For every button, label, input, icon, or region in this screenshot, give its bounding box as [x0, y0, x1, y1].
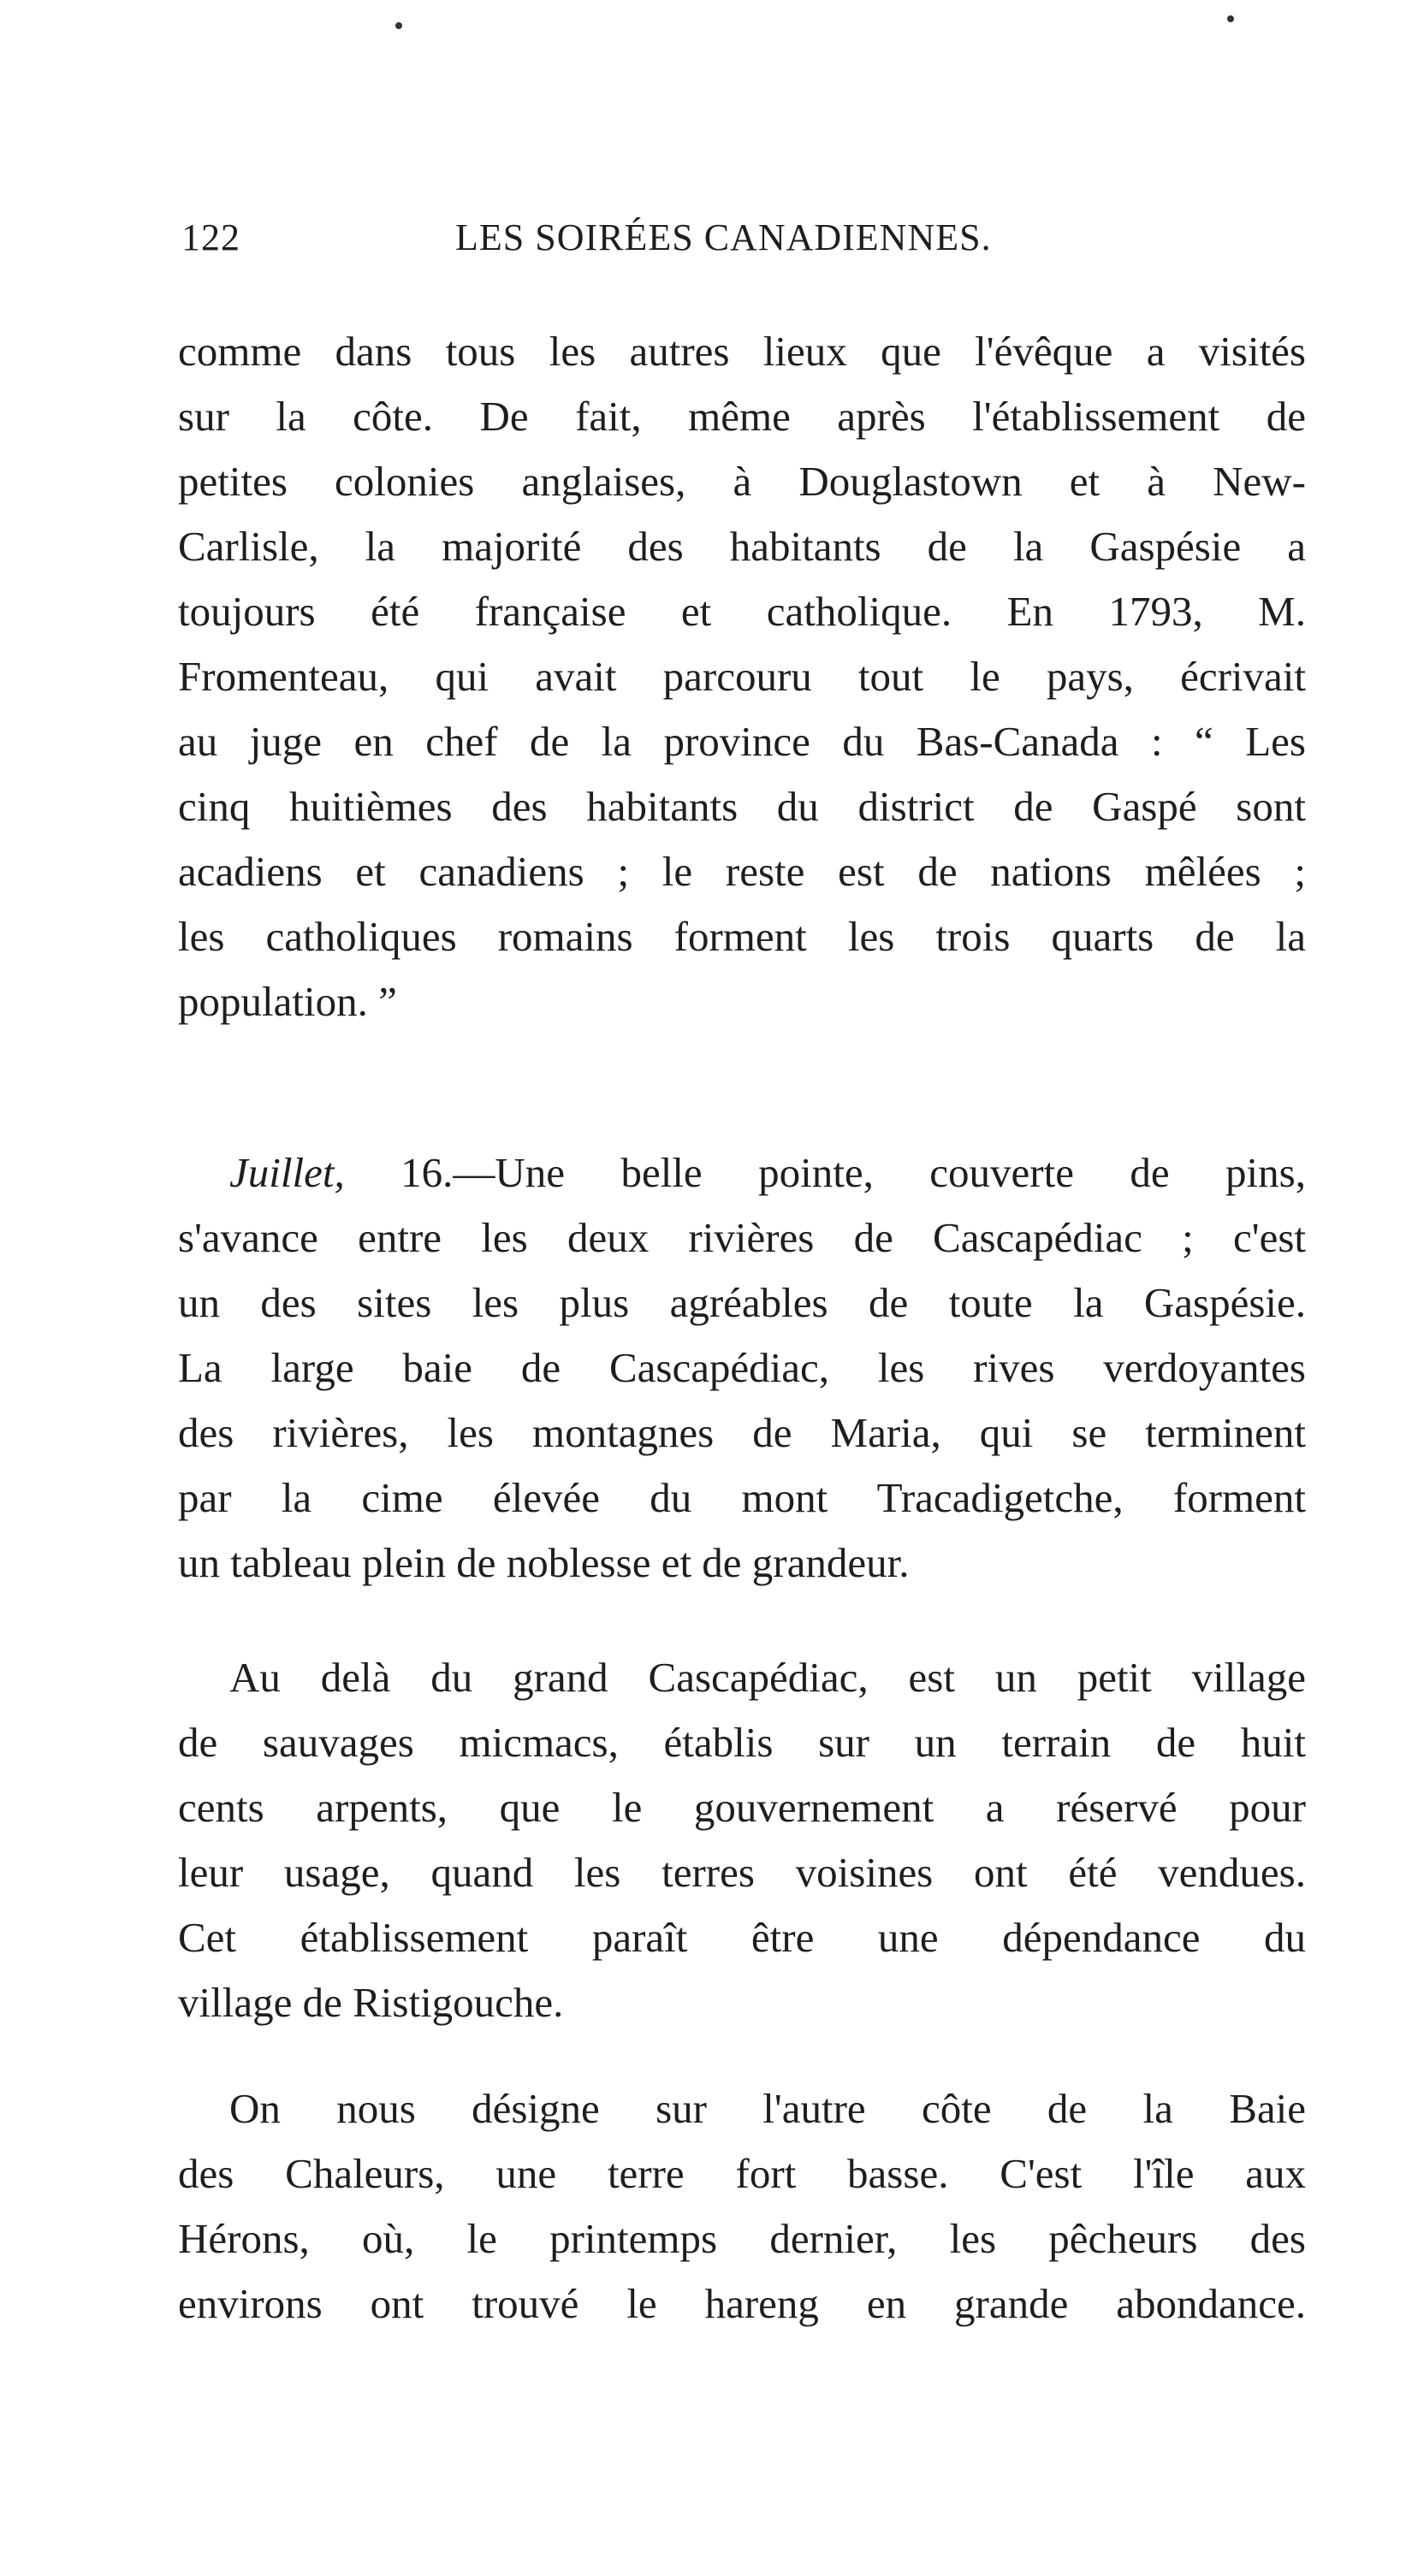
paragraph-3	[178, 1645, 1306, 2035]
text-line: On nous désigne sur l'autre côte de la Baie	[229, 2085, 1306, 2132]
text-line: Hérons, où, le printemps dernier, les pêcheurs des	[178, 2215, 1306, 2262]
paragraph-2	[178, 1140, 1306, 1596]
text-line: village de Ristigouche.	[178, 1979, 564, 2026]
text-line: des Chaleurs, une terre fort basse. C'est l'île aux	[178, 2150, 1306, 2197]
text-line: acadiens et canadiens ; le reste est de nations mêlées ;	[178, 848, 1306, 895]
text-line: Au delà du grand Cascapédiac, est un petit village	[229, 1654, 1306, 1701]
text-line: cents arpents, que le gouvernement a réservé pour	[178, 1784, 1306, 1831]
text-line-rest: 16.—Une belle pointe, couverte de pins,	[344, 1149, 1306, 1196]
text-line: sur la côte. De fait, même après l'établissement de	[178, 393, 1306, 440]
text-line: Carlisle, la majorité des habitants de la Gaspésie a	[178, 523, 1306, 570]
text-line: un tableau plein de noblesse et de grandeur.	[178, 1539, 910, 1586]
text-line: un des sites les plus agréables de toute la Gaspésie.	[178, 1279, 1306, 1326]
text-line: population. ”	[178, 978, 397, 1025]
text-line: La large baie de Cascapédiac, les rives verdoyantes	[178, 1344, 1306, 1391]
text-line: comme dans tous les autres lieux que l'évêque a visités	[178, 328, 1306, 375]
text-line: de sauvages micmacs, établis sur un terrain de huit	[178, 1719, 1306, 1766]
text-line: leur usage, quand les terres voisines ont été vendues.	[178, 1849, 1306, 1896]
date-label: Juillet,	[229, 1149, 345, 1196]
text-line: s'avance entre les deux rivières de Cascapédiac ; c'est	[178, 1214, 1306, 1261]
text-line: au juge en chef de la province du Bas-Canada : “ Les	[178, 718, 1306, 765]
text-line-with-date	[178, 1140, 1306, 1205]
text-line: toujours été française et catholique. En 1793, M.	[178, 588, 1306, 635]
text-line: des rivières, les montagnes de Maria, qui se terminent	[178, 1409, 1306, 1456]
paragraph-1	[178, 319, 1306, 1034]
text-line: environs ont trouvé le hareng en grande abondance.	[178, 2280, 1306, 2327]
text-line: Cet établissement paraît être une dépendance du	[178, 1914, 1306, 1961]
running-title: LES SOIRÉES CANADIENNES.	[455, 216, 992, 258]
print-speck	[1227, 15, 1234, 22]
paragraph-4	[178, 2076, 1306, 2336]
text-line: petites colonies anglaises, à Douglastown et à New-	[178, 458, 1306, 505]
text-line: par la cime élevée du mont Tracadigetche, forment	[178, 1474, 1306, 1521]
page-number: 122	[181, 216, 240, 258]
print-speck	[395, 22, 402, 29]
page-header	[181, 216, 1311, 267]
text-line: cinq huitièmes des habitants du district de Gaspé sont	[178, 783, 1306, 830]
text-line: Fromenteau, qui avait parcouru tout le pays, écrivait	[178, 653, 1306, 700]
text-line: les catholiques romains forment les trois quarts de la	[178, 913, 1306, 960]
